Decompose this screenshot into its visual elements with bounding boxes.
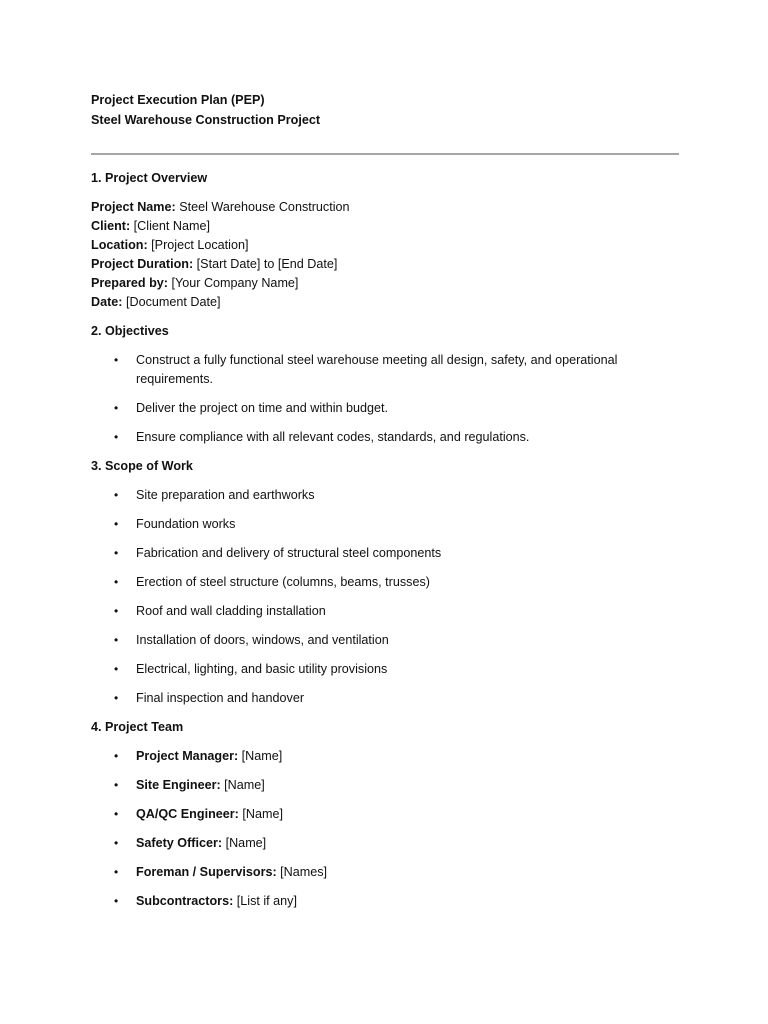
field-label: Project Duration: (91, 257, 194, 271)
field-value: [Project Location] (147, 238, 249, 252)
list-item (91, 631, 679, 650)
team-role: QA/QC Engineer: (136, 807, 239, 821)
field-label: Location: (91, 238, 148, 252)
section-heading-team: 4. Project Team (91, 720, 184, 734)
field-location (91, 236, 679, 255)
bullet-icon: • (114, 633, 119, 647)
team-name: [Name] (238, 807, 283, 821)
bullet-icon: • (114, 662, 119, 676)
section-heading-overview: 1. Project Overview (91, 171, 208, 185)
team-role: Site Engineer: (136, 778, 221, 792)
list-item (91, 544, 679, 563)
field-value: Steel Warehouse Construction (175, 200, 350, 214)
list-item-text: Ensure compliance with all relevant codes, standards, and regulations. (136, 430, 530, 444)
bullet-icon: • (114, 691, 119, 705)
bullet-icon: • (114, 807, 119, 821)
document-title: Project Execution Plan (PEP) (91, 93, 265, 107)
list-item (91, 689, 679, 708)
list-item (91, 486, 679, 505)
bullet-icon: • (114, 488, 119, 502)
team-member (91, 863, 679, 882)
section-heading-scope: 3. Scope of Work (91, 459, 193, 473)
list-item-text: Roof and wall cladding installation (136, 604, 326, 618)
bullet-icon: • (114, 575, 119, 589)
document-page (91, 91, 679, 921)
team-name: [Name] (222, 836, 267, 850)
bullet-icon: • (114, 517, 119, 531)
field-date (91, 293, 679, 312)
bullet-icon: • (114, 546, 119, 560)
field-label: Project Name: (91, 200, 176, 214)
bullet-icon: • (114, 604, 119, 618)
team-name: [Names] (276, 865, 328, 879)
list-item-text: Construct a fully functional steel warehouse meeting all design, safety, and operational requirements. (136, 353, 618, 386)
scope-list (91, 486, 679, 708)
team-list (91, 747, 679, 911)
team-role: Foreman / Supervisors: (136, 865, 277, 879)
list-item (91, 602, 679, 621)
team-member (91, 747, 679, 766)
team-member (91, 805, 679, 824)
bullet-icon: • (114, 836, 119, 850)
field-project-duration (91, 255, 679, 274)
list-item-text: Final inspection and handover (136, 691, 305, 705)
bullet-icon: • (114, 430, 119, 444)
list-item (91, 515, 679, 534)
field-value: [Your Company Name] (168, 276, 299, 290)
list-item (91, 428, 679, 447)
list-item (91, 351, 679, 389)
team-role: Safety Officer: (136, 836, 223, 850)
team-name: [Name] (220, 778, 265, 792)
list-item-text: Electrical, lighting, and basic utility provisions (136, 662, 388, 676)
list-item (91, 660, 679, 679)
field-label: Date: (91, 295, 123, 309)
field-value: [Document Date] (122, 295, 221, 309)
list-item (91, 573, 679, 592)
field-prepared-by (91, 274, 679, 293)
bullet-icon: • (114, 401, 119, 415)
bullet-icon: • (114, 353, 119, 367)
list-item-text: Deliver the project on time and within budget. (136, 401, 389, 415)
field-client (91, 217, 679, 236)
team-name: [Name] (238, 749, 283, 763)
team-name: [List if any] (233, 894, 297, 908)
team-member (91, 834, 679, 853)
field-label: Client: (91, 219, 131, 233)
team-member (91, 892, 679, 911)
overview-fields (91, 198, 679, 312)
team-member (91, 776, 679, 795)
document-subtitle: Steel Warehouse Construction Project (91, 112, 321, 127)
bullet-icon: • (114, 749, 119, 763)
list-item (91, 399, 679, 418)
field-label: Prepared by: (91, 276, 168, 290)
horizontal-divider (91, 153, 679, 155)
field-project-name (91, 198, 679, 217)
section-heading-objectives: 2. Objectives (91, 324, 169, 338)
field-value: [Client Name] (130, 219, 210, 233)
list-item-text: Installation of doors, windows, and ventilation (136, 633, 389, 647)
field-value: [Start Date] to [End Date] (193, 257, 338, 271)
objectives-list (91, 351, 679, 447)
list-item-text: Fabrication and delivery of structural steel components (136, 546, 442, 560)
bullet-icon: • (114, 778, 119, 792)
bullet-icon: • (114, 865, 119, 879)
list-item-text: Foundation works (136, 517, 236, 531)
team-role: Subcontractors: (136, 894, 234, 908)
bullet-icon: • (114, 894, 119, 908)
list-item-text: Erection of steel structure (columns, beams, trusses) (136, 575, 430, 589)
list-item-text: Site preparation and earthworks (136, 488, 315, 502)
team-role: Project Manager: (136, 749, 239, 763)
